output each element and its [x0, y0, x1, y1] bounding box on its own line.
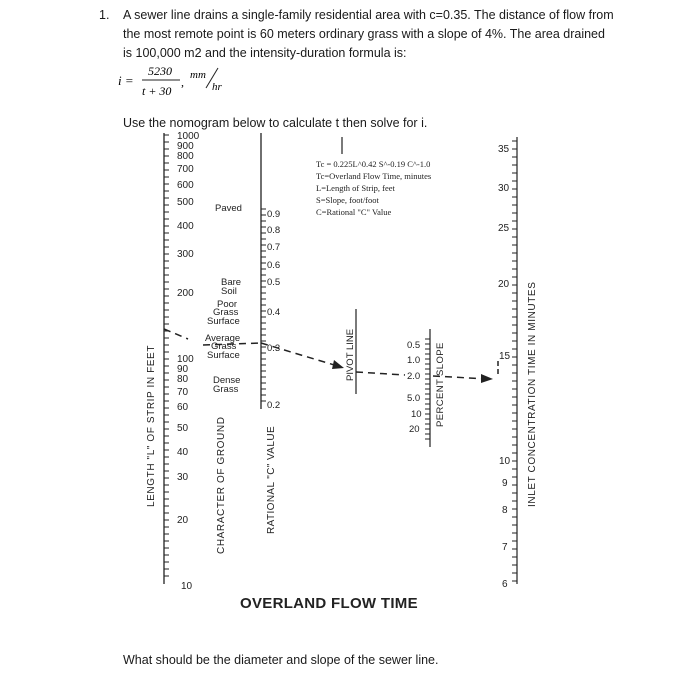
- length-tick: 800: [177, 151, 194, 162]
- c-tick: 0.9: [267, 209, 281, 220]
- c-tick: 0.6: [267, 260, 281, 271]
- length-tick: 90: [177, 364, 189, 375]
- formula-numerator: 5230: [148, 64, 172, 78]
- c-tick: 0.3: [267, 343, 281, 354]
- surface-poor-grass-line2: Grass: [213, 307, 239, 318]
- nomogram-title: OVERLAND FLOW TIME: [240, 595, 418, 612]
- length-tick: 900: [177, 141, 194, 152]
- arrow-head-icon: [481, 374, 493, 383]
- formula-denominator: t + 30: [142, 84, 172, 98]
- legend-line: Tc=Overland Flow Time, minutes: [316, 171, 432, 181]
- time-tick: 35: [498, 144, 510, 155]
- pivot-label: PIVOT LINE: [345, 328, 356, 381]
- formula-graphic: [118, 62, 248, 102]
- instruction-text: Use the nomogram below to calculate t then solve for i.: [123, 116, 428, 130]
- length-tick: 40: [177, 447, 189, 458]
- c-axis-label: RATIONAL "C" VALUE: [266, 425, 277, 534]
- c-axis-tick-labels: [267, 209, 280, 411]
- length-tick: 600: [177, 180, 194, 191]
- length-axis-tick-labels: [177, 131, 200, 592]
- surface-axis-label: CHARACTER OF GROUND: [216, 416, 227, 554]
- length-tick: 30: [177, 472, 189, 483]
- question-text: What should be the diameter and slope of the sewer line.: [123, 653, 439, 667]
- legend: [316, 159, 431, 217]
- c-tick: 0.5: [267, 277, 281, 288]
- surface-bare-soil-line1: Bare: [221, 277, 242, 288]
- length-tick: 300: [177, 249, 194, 260]
- surface-dense-line2: Grass: [213, 384, 239, 395]
- surface-poor-grass-line3: Surface: [207, 316, 240, 327]
- time-tick: 30: [498, 183, 510, 194]
- surface-poor-grass-line1: Poor: [217, 299, 238, 310]
- problem-number: 1.: [99, 8, 110, 22]
- slope-tick: 10: [411, 409, 422, 420]
- time-tick: 15: [499, 351, 511, 362]
- length-tick: 700: [177, 164, 194, 175]
- length-tick: 60: [177, 402, 189, 413]
- time-axis-ticks: [512, 141, 517, 581]
- length-tick: 1000: [177, 131, 200, 142]
- slope-tick: 5.0: [407, 393, 421, 404]
- nomogram-svg: [143, 129, 543, 624]
- formula-comma: ,: [181, 75, 184, 89]
- time-tick: 7: [502, 542, 508, 553]
- length-tick: 400: [177, 221, 194, 232]
- time-tick: 25: [498, 223, 510, 234]
- time-tick: 8: [502, 505, 508, 516]
- c-tick: 0.8: [267, 225, 281, 236]
- surface-labels: [205, 203, 242, 395]
- surface-dense-line1: Dense: [213, 375, 241, 386]
- length-tick: 10: [181, 581, 193, 592]
- time-tick: 10: [499, 456, 511, 467]
- c-axis-ticks: [261, 209, 266, 401]
- surface-paved: Paved: [215, 203, 242, 214]
- legend-formula: Tc = 0.225L^0.42 S^-0.19 C^-1.0: [316, 159, 431, 169]
- length-tick: 500: [177, 197, 194, 208]
- unit-numerator: mm: [190, 69, 206, 81]
- surface-bare-soil-line2: Soil: [221, 286, 237, 297]
- slope-tick: 0.5: [407, 340, 421, 351]
- problem-text: A sewer line drains a single-family residential area with c=0.35. The distance of flow from the most remote point is 60 meters ordinary grass with a slope of 4%. The area drained is 100,000 m2 and the intensity-duration formula is:: [123, 8, 614, 60]
- example-path-segment: [261, 343, 341, 367]
- legend-line: L=Length of Strip, feet: [316, 183, 395, 193]
- length-tick: 100: [177, 354, 194, 365]
- time-tick: 20: [498, 279, 510, 290]
- arrow-head-icon: [332, 360, 344, 369]
- slope-axis-tick-labels: [407, 340, 422, 435]
- slope-tick: 2.0: [407, 371, 421, 382]
- length-axis-ticks: [164, 135, 169, 576]
- length-tick: 200: [177, 288, 194, 299]
- length-axis-label: LENGTH "L" OF STRIP IN FEET: [146, 344, 157, 507]
- slope-axis-ticks: [425, 339, 430, 439]
- unit-denominator: hr: [212, 81, 222, 93]
- c-tick: 0.2: [267, 400, 281, 411]
- slope-tick: 1.0: [407, 355, 421, 366]
- slope-axis-label: PERCENT SLOPE: [435, 342, 446, 427]
- time-axis-tick-labels: [498, 144, 511, 590]
- formula-lhs: i =: [118, 73, 134, 88]
- length-tick: 20: [177, 515, 189, 526]
- slope-tick: 20: [409, 424, 420, 435]
- time-tick: 9: [502, 478, 508, 489]
- c-tick: 0.7: [267, 242, 281, 253]
- c-tick: 0.4: [267, 307, 281, 318]
- nomogram: [143, 129, 543, 629]
- legend-line: S=Slope, foot/foot: [316, 195, 379, 205]
- length-tick: 70: [177, 387, 189, 398]
- example-path-segment: [356, 372, 405, 375]
- length-tick: 50: [177, 423, 189, 434]
- legend-line: C=Rational "C" Value: [316, 207, 392, 217]
- surface-average-line2: Grass: [211, 341, 237, 352]
- surface-average-line3: Surface: [207, 350, 240, 361]
- time-axis-label: INLET CONCENTRATION TIME IN MINUTES: [527, 281, 538, 507]
- length-tick: 80: [177, 374, 189, 385]
- time-tick: 6: [502, 579, 508, 590]
- intensity-formula: [118, 62, 248, 106]
- surface-average-line1: Average: [205, 333, 241, 344]
